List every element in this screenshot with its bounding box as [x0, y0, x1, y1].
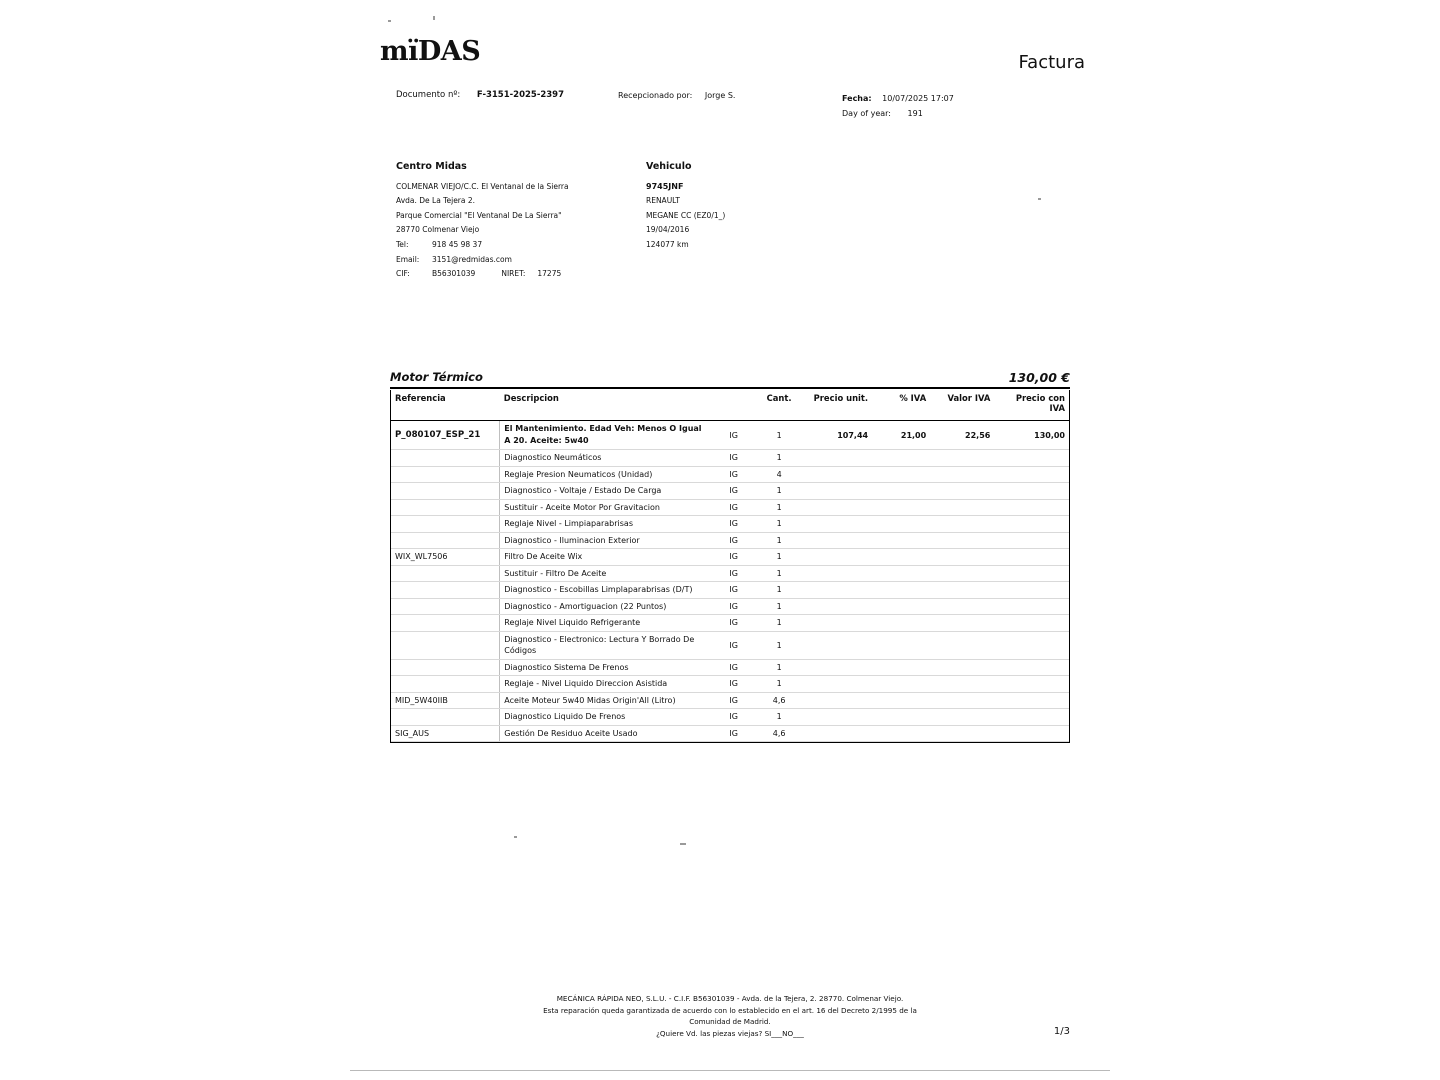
cell-precio-con-iva	[994, 450, 1069, 467]
cell-referencia	[391, 532, 500, 549]
vehicle-date: 19/04/2016	[646, 225, 690, 235]
cell-precio-unit	[802, 725, 872, 742]
cell-cantidad: 1	[756, 659, 802, 676]
items-table-container	[390, 390, 1070, 743]
table-row	[391, 421, 1069, 450]
centro-cif	[396, 267, 626, 282]
cell-precio-con-iva	[994, 659, 1069, 676]
vehicle-mileage: 124077 km	[646, 239, 689, 249]
vehicle-plate: 9745JNF	[646, 181, 684, 191]
table-row	[391, 466, 1069, 483]
cell-descripcion: Diagnostico - Voltaje / Estado De Carga	[500, 483, 711, 500]
cell-pct-iva	[872, 499, 930, 516]
cell-unit: IG	[711, 421, 756, 450]
cell-unit: IG	[711, 709, 756, 726]
cell-descripcion: Reglaje Nivel Liquido Refrigerante	[500, 615, 711, 632]
cell-descripcion: Diagnostico Sistema De Frenos	[500, 659, 711, 676]
cell-precio-con-iva	[994, 466, 1069, 483]
centro-phone-value: 918 45 98 37	[432, 239, 483, 249]
cell-precio-unit	[802, 615, 872, 632]
cell-precio-con-iva	[994, 676, 1069, 693]
cell-cantidad: 1	[756, 631, 802, 659]
cell-referencia	[391, 709, 500, 726]
cell-precio-unit	[802, 516, 872, 533]
table-row	[391, 615, 1069, 632]
cell-precio-unit	[802, 483, 872, 500]
cell-descripcion: Diagnostico - Amortiguacion (22 Puntos)	[500, 598, 711, 615]
cell-cantidad: 1	[756, 450, 802, 467]
centro-niret-label: NIRET:	[501, 269, 526, 279]
cell-valor-iva	[930, 615, 994, 632]
legal-footer	[350, 993, 1110, 1039]
cell-referencia	[391, 565, 500, 582]
cell-unit: IG	[711, 659, 756, 676]
cell-referencia	[391, 659, 500, 676]
cell-precio-unit	[802, 549, 872, 566]
cell-valor-iva	[930, 549, 994, 566]
cell-cantidad: 1	[756, 709, 802, 726]
scan-speck	[514, 836, 517, 838]
table-row	[391, 692, 1069, 709]
items-table	[391, 390, 1069, 742]
cell-pct-iva	[872, 466, 930, 483]
cell-referencia	[391, 516, 500, 533]
cell-referencia	[391, 631, 500, 659]
cell-pct-iva	[872, 549, 930, 566]
cell-pct-iva	[872, 631, 930, 659]
cell-unit: IG	[711, 483, 756, 500]
cell-precio-unit	[802, 659, 872, 676]
cell-valor-iva	[930, 516, 994, 533]
col-valor-iva: Valor IVA	[930, 390, 994, 421]
cell-valor-iva: 22,56	[930, 421, 994, 450]
cell-valor-iva	[930, 659, 994, 676]
cell-valor-iva	[930, 725, 994, 742]
cell-valor-iva	[930, 483, 994, 500]
cell-precio-unit	[802, 676, 872, 693]
cell-unit: IG	[711, 466, 756, 483]
cell-pct-iva	[872, 725, 930, 742]
cell-valor-iva	[930, 582, 994, 599]
col-unit	[711, 390, 756, 421]
cell-descripcion: Diagnostico Neumáticos	[500, 450, 711, 467]
cell-valor-iva	[930, 709, 994, 726]
cell-precio-con-iva	[994, 631, 1069, 659]
col-pct-iva: % IVA	[872, 390, 930, 421]
vehicle-block	[646, 160, 866, 253]
centro-address-line: Avda. De La Tejera 2.	[396, 196, 476, 206]
footer-line: Comunidad de Madrid.	[689, 1017, 771, 1026]
cell-cantidad: 1	[756, 582, 802, 599]
cell-referencia	[391, 598, 500, 615]
centro-address-line: 28770 Colmenar Viejo	[396, 225, 480, 235]
invoice-date-label: Fecha:	[842, 94, 872, 103]
centro-cif-value: B56301039	[432, 269, 476, 279]
items-table-header-row	[391, 390, 1069, 421]
footer-line: Esta reparación queda garantizada de acuerdo con lo establecido en el art. 16 del Decreto 2/1995 de la	[543, 1005, 917, 1015]
cell-precio-unit	[802, 565, 872, 582]
cell-referencia	[391, 450, 500, 467]
cell-unit: IG	[711, 516, 756, 533]
cell-unit: IG	[711, 631, 756, 659]
cell-precio-con-iva	[994, 516, 1069, 533]
centro-address-line: COLMENAR VIEJO/C.C. El Ventanal de la Sierra	[396, 181, 569, 191]
items-table-head	[391, 390, 1069, 421]
table-row	[391, 549, 1069, 566]
cell-pct-iva	[872, 692, 930, 709]
cell-cantidad: 1	[756, 483, 802, 500]
cell-unit: IG	[711, 598, 756, 615]
cell-descripcion: Diagnostico - Iluminacion Exterior	[500, 532, 711, 549]
cell-precio-con-iva	[994, 582, 1069, 599]
cell-cantidad: 1	[756, 516, 802, 533]
document-number	[396, 90, 564, 100]
centro-heading: Centro Midas	[396, 161, 467, 172]
received-by-value: Jorge S.	[704, 91, 736, 100]
cell-unit: IG	[711, 676, 756, 693]
invoice-date-value: 10/07/2025 17:07	[882, 94, 954, 103]
cell-valor-iva	[930, 631, 994, 659]
centro-midas-block	[396, 160, 626, 282]
col-precio-unit: Precio unit.	[802, 390, 872, 421]
section-header	[390, 366, 1070, 389]
document-number-value: F-3151-2025-2397	[476, 90, 565, 100]
received-by-label: Recepcionado por:	[618, 91, 693, 100]
cell-descripcion: Sustituir - Aceite Motor Por Gravitacion	[500, 499, 711, 516]
vehicle-heading: Vehiculo	[646, 161, 692, 172]
cell-precio-con-iva	[994, 483, 1069, 500]
cell-precio-unit	[802, 692, 872, 709]
invoice-date	[842, 94, 954, 103]
cell-precio-con-iva	[994, 532, 1069, 549]
centro-niret-value: 17275	[537, 269, 562, 279]
cell-precio-unit	[802, 709, 872, 726]
cell-precio-con-iva	[994, 549, 1069, 566]
cell-precio-unit	[802, 466, 872, 483]
cell-cantidad: 1	[756, 532, 802, 549]
cell-cantidad: 4	[756, 466, 802, 483]
cell-precio-con-iva: 130,00	[994, 421, 1069, 450]
cell-pct-iva	[872, 450, 930, 467]
cell-valor-iva	[930, 532, 994, 549]
cell-unit: IG	[711, 615, 756, 632]
cell-valor-iva	[930, 499, 994, 516]
cell-cantidad: 4,6	[756, 692, 802, 709]
cell-cantidad: 1	[756, 598, 802, 615]
cell-valor-iva	[930, 676, 994, 693]
table-row	[391, 659, 1069, 676]
cell-pct-iva	[872, 483, 930, 500]
vehicle-model: MEGANE CC (EZ0/1_)	[646, 210, 726, 220]
cell-precio-unit	[802, 582, 872, 599]
cell-referencia	[391, 466, 500, 483]
cell-descripcion: Diagnostico Liquido De Frenos	[500, 709, 711, 726]
cell-referencia	[391, 615, 500, 632]
cell-valor-iva	[930, 598, 994, 615]
cell-precio-con-iva	[994, 709, 1069, 726]
document-number-label: Documento nº:	[396, 90, 461, 100]
cell-precio-unit	[802, 499, 872, 516]
cell-referencia: P_080107_ESP_21	[391, 421, 500, 450]
cell-cantidad: 1	[756, 499, 802, 516]
midas-logo	[380, 36, 480, 67]
cell-precio-con-iva	[994, 565, 1069, 582]
cell-pct-iva: 21,00	[872, 421, 930, 450]
cell-unit: IG	[711, 549, 756, 566]
cell-cantidad: 1	[756, 549, 802, 566]
cell-cantidad: 4,6	[756, 725, 802, 742]
cell-precio-unit	[802, 450, 872, 467]
cell-pct-iva	[872, 598, 930, 615]
cell-unit: IG	[711, 450, 756, 467]
scan-speck	[388, 20, 391, 22]
cell-cantidad: 1	[756, 421, 802, 450]
table-row	[391, 499, 1069, 516]
centro-address-line: Parque Comercial "El Ventanal De La Sierra"	[396, 210, 562, 220]
table-row	[391, 516, 1069, 533]
page-number: 1/3	[1053, 1026, 1070, 1037]
scan-speck	[680, 843, 686, 845]
cell-pct-iva	[872, 565, 930, 582]
centro-cif-label: CIF:	[396, 269, 410, 279]
items-table-body	[391, 421, 1069, 742]
cell-descripcion: El Mantenimiento. Edad Veh: Menos O Igual A 20. Aceite: 5w40	[500, 421, 711, 450]
cell-pct-iva	[872, 676, 930, 693]
scan-speck	[1038, 198, 1041, 200]
cell-pct-iva	[872, 516, 930, 533]
page-bottom-divider	[350, 1070, 1110, 1071]
cell-unit: IG	[711, 725, 756, 742]
cell-cantidad: 1	[756, 615, 802, 632]
cell-unit: IG	[711, 582, 756, 599]
table-row	[391, 532, 1069, 549]
vehicle-make: RENAULT	[646, 196, 680, 206]
cell-descripcion: Diagnostico - Electronico: Lectura Y Borrado De Códigos	[500, 631, 711, 659]
cell-unit: IG	[711, 565, 756, 582]
table-row	[391, 676, 1069, 693]
cell-referencia: SIG_AUS	[391, 725, 500, 742]
cell-valor-iva	[930, 450, 994, 467]
day-of-year-label: Day of year:	[842, 109, 891, 118]
cell-valor-iva	[930, 466, 994, 483]
cell-pct-iva	[872, 615, 930, 632]
table-row	[391, 598, 1069, 615]
scan-speck	[433, 16, 435, 20]
cell-descripcion: Reglaje Presion Neumaticos (Unidad)	[500, 466, 711, 483]
cell-descripcion: Sustituir - Filtro De Aceite	[500, 565, 711, 582]
col-cantidad: Cant.	[756, 390, 802, 421]
cell-descripcion: Reglaje Nivel - Limpiaparabrisas	[500, 516, 711, 533]
logo-text: mïDAS	[380, 36, 481, 67]
footer-line: ¿Quiere Vd. las piezas viejas? SI___NO___	[656, 1028, 804, 1038]
table-row	[391, 631, 1069, 659]
col-descripcion: Descripcion	[500, 390, 711, 421]
cell-precio-unit: 107,44	[802, 421, 872, 450]
footer-line: MECÁNICA RÁPIDA NEO, S.L.U. - C.I.F. B56301039 - Avda. de la Tejera, 2. 28770. Colmenar Viejo.	[556, 994, 904, 1003]
cell-cantidad: 1	[756, 676, 802, 693]
section-title: Motor Térmico	[390, 370, 483, 384]
cell-referencia: MID_5W40IIB	[391, 692, 500, 709]
cell-precio-con-iva	[994, 692, 1069, 709]
cell-referencia	[391, 676, 500, 693]
cell-descripcion: Filtro De Aceite Wix	[500, 549, 711, 566]
section-total: 130,00 €	[1008, 370, 1070, 385]
centro-email-label: Email:	[396, 254, 420, 264]
cell-referencia: WIX_WL7506	[391, 549, 500, 566]
centro-phone-label: Tel:	[396, 239, 409, 249]
cell-precio-con-iva	[994, 615, 1069, 632]
col-precio-con-iva: Precio con IVA	[994, 390, 1069, 421]
cell-unit: IG	[711, 692, 756, 709]
cell-valor-iva	[930, 565, 994, 582]
cell-descripcion: Reglaje - Nivel Liquido Direccion Asistida	[500, 676, 711, 693]
table-row	[391, 483, 1069, 500]
day-of-year-value: 191	[907, 109, 923, 118]
centro-phone	[396, 238, 626, 253]
cell-pct-iva	[872, 582, 930, 599]
table-row	[391, 565, 1069, 582]
page-title: Factura	[1018, 52, 1085, 73]
centro-email-value: 3151@redmidas.com	[432, 254, 512, 264]
cell-descripcion: Aceite Moteur 5w40 Midas Origin'All (Litro)	[500, 692, 711, 709]
cell-descripcion: Gestión De Residuo Aceite Usado	[500, 725, 711, 742]
cell-precio-con-iva	[994, 499, 1069, 516]
cell-unit: IG	[711, 499, 756, 516]
col-referencia: Referencia	[391, 390, 500, 421]
received-by	[618, 91, 735, 100]
cell-cantidad: 1	[756, 565, 802, 582]
table-row	[391, 725, 1069, 742]
cell-precio-con-iva	[994, 598, 1069, 615]
cell-precio-unit	[802, 631, 872, 659]
cell-unit: IG	[711, 532, 756, 549]
cell-pct-iva	[872, 709, 930, 726]
table-row	[391, 582, 1069, 599]
cell-descripcion: Diagnostico - Escobillas Limplaparabrisas (D/T)	[500, 582, 711, 599]
cell-valor-iva	[930, 692, 994, 709]
cell-precio-unit	[802, 598, 872, 615]
cell-referencia	[391, 483, 500, 500]
cell-precio-unit	[802, 532, 872, 549]
cell-pct-iva	[872, 659, 930, 676]
cell-precio-con-iva	[994, 725, 1069, 742]
cell-referencia	[391, 499, 500, 516]
centro-email	[396, 253, 626, 268]
table-row	[391, 709, 1069, 726]
invoice-sheet	[350, 0, 1110, 1080]
cell-pct-iva	[872, 532, 930, 549]
day-of-year	[842, 109, 923, 118]
cell-referencia	[391, 582, 500, 599]
table-row	[391, 450, 1069, 467]
